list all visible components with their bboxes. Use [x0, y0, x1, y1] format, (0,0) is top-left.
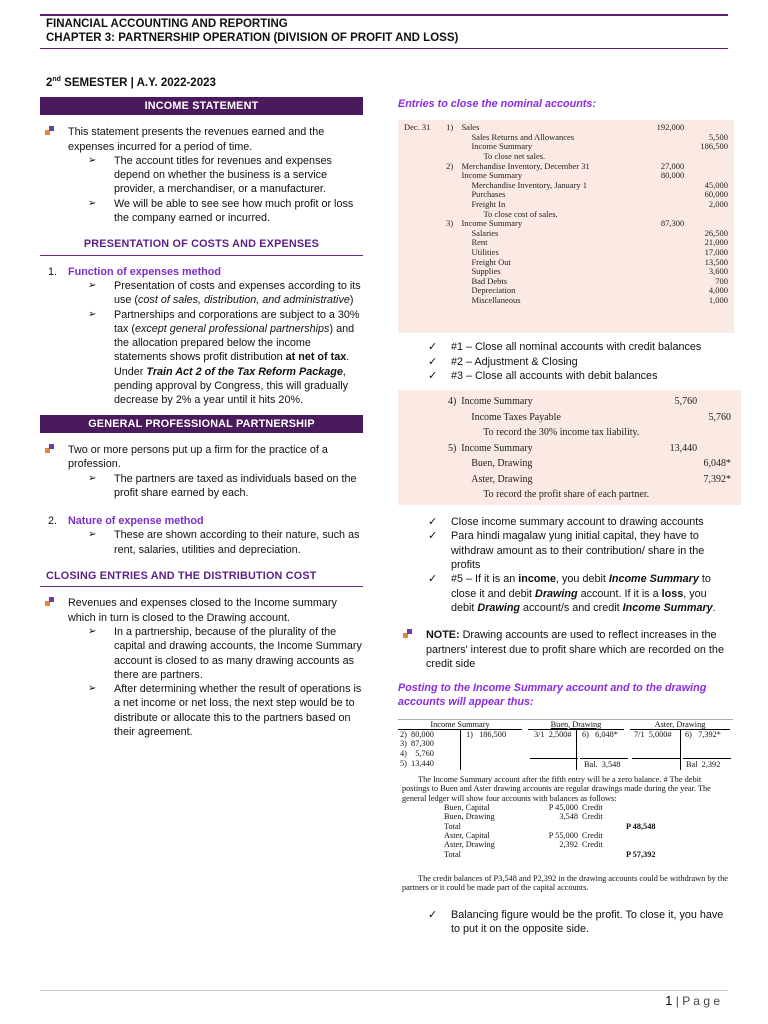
sub-item: ➢ These are shown according to their nature, such as rent, salaries, utilities and depreciation.: [88, 529, 360, 556]
journal-entry-num: [444, 200, 459, 210]
check-item: ✓ #3 – Close all accounts with debit balances: [428, 369, 658, 382]
journal-debit: 87,300: [660, 218, 685, 229]
journal-row: [446, 487, 733, 503]
journal-debit: 192,000: [656, 122, 685, 133]
journal-entry-num: [444, 181, 459, 191]
journal-debit: [642, 133, 686, 143]
journal-date: [402, 229, 444, 239]
journal-credit: [686, 210, 730, 220]
journal-credit: 1,000: [708, 294, 728, 305]
balance-total: [624, 803, 658, 812]
journal-row: [402, 277, 730, 287]
chapter-title: CHAPTER 3: PARTNERSHIP OPERATION (DIVISION OF PROFIT AND LOSS): [46, 32, 459, 44]
bullet-icon: [45, 597, 55, 607]
header-top-rule: [40, 14, 728, 16]
journal-credit: [699, 441, 733, 457]
bullet-icon: [403, 629, 413, 639]
balance-row: [442, 840, 658, 849]
journal-entry-num: [446, 456, 459, 472]
journal-entry-num: [446, 472, 459, 488]
journal-row: [402, 238, 730, 248]
check-icon: ✓: [428, 530, 438, 543]
sub-item: ➢ After determining whether the result of operations is a net income or net loss, the next step would be to distribute or allocate this to the partners based on their agreement.: [88, 683, 362, 738]
journal-table: [446, 394, 733, 503]
journal-debit: 80,000: [660, 170, 685, 181]
journal-row: [402, 142, 730, 152]
ledger-balance: Bal 2,392: [686, 759, 721, 769]
sub-item: ➢ The partners are taxed as individuals based on the profit share earned by each.: [88, 472, 357, 499]
journal-row: [446, 410, 733, 426]
journal-account: Income Summary: [461, 170, 523, 181]
journal-date: [402, 210, 444, 220]
balances-table: [442, 803, 658, 859]
journal-account: Merchandise Inventory, December 31: [461, 160, 590, 171]
journal-account: Bad Debts: [471, 275, 508, 286]
journal-credit: 4,000: [708, 285, 728, 296]
ledger-credit: 1) 186,500: [466, 729, 507, 739]
balance-total: [624, 812, 658, 821]
journal-debit: [642, 267, 686, 277]
check-icon: ✓: [428, 573, 438, 586]
journal-date: [402, 133, 444, 143]
numbered-item: 2. Nature of expense method: [48, 515, 204, 528]
journal-debit: [642, 181, 686, 191]
journal-row: [402, 248, 730, 258]
journal-entry-num: [446, 487, 459, 503]
journal-entry-num: [444, 133, 459, 143]
arrow-icon: ➢: [88, 683, 97, 695]
journal-account: Purchases: [471, 189, 506, 200]
journal-account: Income Summary: [461, 442, 533, 454]
balance-side: Credit: [582, 840, 603, 850]
journal-account: To close cost of sales.: [483, 208, 558, 219]
journal-entry-num: 3): [446, 218, 454, 229]
check-icon: ✓: [428, 341, 438, 354]
balance-total: [624, 840, 658, 849]
journal-account: Income Summary: [461, 218, 523, 229]
arrow-icon: ➢: [88, 529, 97, 541]
journal-date: [402, 219, 444, 229]
closing-entries-image: [398, 120, 734, 333]
journal-entry-num: [444, 296, 459, 306]
balance-amount: 3,548: [559, 812, 578, 822]
sub-item: ➢ Presentation of costs and expenses according to its use (cost of sales, distribution, and administrative): [88, 279, 361, 307]
journal-entry-num: [444, 267, 459, 277]
check-item: ✓ Balancing figure would be the profit. To close it, you have to put it on the opposite side.: [428, 908, 724, 936]
check-item: ✓ Close income summary account to drawing accounts: [428, 516, 704, 529]
journal-account: Aster, Drawing: [471, 473, 533, 485]
journal-entry-num: [444, 248, 459, 258]
ledger-image: [398, 719, 733, 902]
journal-debit: 27,000: [660, 160, 685, 171]
balance-side: [580, 822, 624, 831]
journal-table: [402, 123, 730, 305]
left-column: [40, 97, 363, 739]
journal-row: [402, 258, 730, 268]
journal-row: [446, 394, 733, 410]
journal-date: [402, 152, 444, 162]
journal-date: [402, 162, 444, 172]
balance-account: Buen, Drawing: [444, 812, 495, 822]
arrow-icon: ➢: [88, 625, 97, 637]
balance-amount: [534, 850, 580, 859]
closing-heading: CLOSING ENTRIES AND THE DISTRIBUTION COST: [40, 569, 363, 587]
journal-date: [402, 238, 444, 248]
sub-item: ➢ The account titles for revenues and expenses depend on whether the business is a service provider, a merchandiser, or a manufacturer.: [88, 154, 332, 196]
balance-side: Credit: [582, 812, 603, 822]
journal-entry-num: 4): [448, 396, 457, 408]
ledger-title: Aster, Drawing: [630, 720, 730, 731]
balance-total: P 48,548: [626, 821, 656, 831]
list-item: Revenues and expenses closed to the Income summary which in turn is closed to the Drawing account.: [40, 596, 363, 625]
journal-entry-num: [444, 277, 459, 287]
journal-account: Freight In: [471, 199, 506, 210]
journal-credit: 6,048*: [703, 458, 731, 470]
journal-account: Sales Returns and Allowances: [471, 131, 575, 142]
balance-account: Aster, Capital: [444, 830, 490, 840]
journal-debit: [642, 258, 686, 268]
journal-entry-num: 5): [448, 442, 457, 454]
journal-date: [402, 142, 444, 152]
journal-debit: 13,440: [669, 442, 698, 454]
journal-row: [446, 472, 733, 488]
right-column: [398, 97, 733, 936]
journal-credit: 700: [715, 275, 728, 286]
balance-amount: P 45,000: [548, 802, 578, 812]
journal-credit: [686, 152, 730, 162]
journal-account: Freight Out: [471, 256, 511, 267]
journal-entry-num: [444, 238, 459, 248]
sub-item: ➢ We will be able to see see how much profit or loss the company earned or incurred.: [88, 197, 354, 225]
list-item: Two or more persons put up a firm for the practice of a profession.: [40, 443, 363, 472]
profit-share-entries-image: [398, 390, 741, 505]
journal-credit: 2,000: [708, 199, 728, 210]
journal-row: [446, 425, 733, 441]
ledger-debits: 2) 80,000 3) 87,300 4) 5,760 5) 13,440: [400, 729, 434, 768]
balance-row: [442, 850, 658, 859]
ledger-title: Buen, Drawing: [528, 720, 624, 731]
check-item: ✓ #5 – If it is an income, you debit Income Summary to close it and debit Drawing account. If it is a loss, you debit Drawing account/s and credit Income Summary.: [428, 573, 716, 614]
course-title: FINANCIAL ACCOUNTING AND REPORTING: [46, 18, 288, 30]
journal-row: [402, 267, 730, 277]
check-item: ✓ #1 – Close all nominal accounts with credit balances: [428, 341, 702, 354]
check-icon: ✓: [428, 908, 438, 921]
entries-heading: Entries to close the nominal accounts:: [398, 98, 596, 110]
journal-date: [402, 296, 444, 306]
bullet-icon: [45, 126, 55, 136]
posting-heading: Posting to the Income Summary account and to the drawing accounts will appear thus:: [398, 682, 707, 709]
journal-date: [402, 171, 444, 181]
journal-credit: [699, 487, 733, 503]
arrow-icon: ➢: [88, 472, 97, 484]
journal-debit: [642, 248, 686, 258]
journal-debit: [665, 425, 699, 441]
journal-credit: [699, 394, 733, 410]
journal-row: [402, 229, 730, 239]
journal-credit: 7,392*: [703, 473, 731, 485]
check-icon: ✓: [428, 355, 438, 368]
gpp-heading: GENERAL PROFESSIONAL PARTNERSHIP: [40, 415, 363, 433]
ledger-credit: 6) 6,048*: [582, 729, 618, 739]
journal-entry-num: [444, 190, 459, 200]
journal-date: [402, 286, 444, 296]
balance-row: [442, 803, 658, 812]
journal-account: Depreciation: [471, 285, 516, 296]
sub-item: ➢ In a partnership, because of the plurality of the capital and drawing accounts, the Income Summary account is closed to as many drawing accounts as there are partners.: [88, 625, 362, 681]
balance-amount: P 55,000: [548, 830, 578, 840]
arrow-icon: ➢: [88, 279, 97, 291]
income-statement-heading: INCOME STATEMENT: [40, 97, 363, 115]
journal-row: [402, 190, 730, 200]
balance-row: [442, 822, 658, 831]
sub-item: ➢ Partnerships and corporations are subject to a 30% tax (except general professional partnerships) and the allocation prepared below the income statements shows profit distribution at net of tax. Under Train Act 2 of the Tax Reform Package, pending approval by Congress, this will gradually decrease by 2% a year until it hits 20%.: [88, 308, 360, 407]
journal-debit: 5,760: [674, 396, 698, 408]
journal-credit: 186,500: [700, 141, 728, 152]
journal-account: To close net sales.: [483, 151, 546, 162]
bullet-icon: [45, 444, 55, 454]
balance-row: [442, 812, 658, 821]
journal-date: [402, 277, 444, 287]
journal-row: [402, 296, 730, 306]
journal-account: Rent: [471, 237, 488, 248]
journal-entry-num: [444, 286, 459, 296]
journal-debit: [665, 472, 699, 488]
arrow-icon: ➢: [88, 197, 97, 209]
page-number: 1 | P a g e: [665, 993, 720, 1008]
arrow-icon: ➢: [88, 154, 97, 166]
journal-credit: 45,000: [704, 179, 728, 190]
costs-heading: PRESENTATION OF COSTS AND EXPENSES: [40, 237, 363, 255]
journal-date: [402, 267, 444, 277]
journal-account: To record the profit share of each partner.: [483, 489, 650, 501]
journal-debit: [642, 238, 686, 248]
journal-account: Supplies: [471, 266, 501, 277]
ledger-balance: Bal. 3,548: [584, 759, 621, 769]
journal-account: Sales: [461, 122, 480, 133]
balance-total: [624, 831, 658, 840]
journal-account: Income Summary: [461, 396, 533, 408]
journal-account: Miscellaneous: [471, 294, 521, 305]
journal-credit: 26,500: [704, 227, 728, 238]
check-item: ✓ Para hindi magalaw yung initial capital, they have to withdraw amount as to their contribution/ share in the profits: [428, 530, 705, 572]
journal-account: Buen, Drawing: [471, 458, 533, 470]
journal-credit: 17,000: [704, 247, 728, 258]
footer-rule: [40, 990, 728, 991]
journal-entry-num: [444, 258, 459, 268]
journal-date: [402, 258, 444, 268]
journal-debit: [642, 277, 686, 287]
journal-debit: [642, 200, 686, 210]
ledger-debit: 7/1 5,000#: [634, 729, 672, 739]
journal-debit: [642, 142, 686, 152]
journal-account: Income Taxes Payable: [471, 411, 561, 423]
journal-debit: [642, 190, 686, 200]
journal-date: [402, 200, 444, 210]
ledger-credit: 6) 7,392*: [685, 729, 721, 739]
journal-entry-num: [444, 171, 459, 181]
journal-debit: [665, 456, 699, 472]
arrow-icon: ➢: [88, 308, 97, 320]
journal-entry-num: [446, 425, 459, 441]
journal-account: Utilities: [471, 247, 499, 258]
journal-debit: [665, 487, 699, 503]
check-icon: ✓: [428, 369, 438, 382]
journal-credit: 60,000: [704, 189, 728, 200]
ledger-paragraph: The Income Summary account after the fifth entry will be a zero balance. # The debit postings to Buen and Aster drawing accounts are regular drawings made during the year. The general ledger will show four accounts with balances as follows:: [402, 774, 711, 803]
journal-date: [402, 181, 444, 191]
journal-entry-num: [444, 142, 459, 152]
journal-entry-num: [446, 410, 459, 426]
balance-account: Buen, Capital: [444, 802, 490, 812]
balance-row: [442, 831, 658, 840]
journal-credit: 5,760: [708, 411, 731, 423]
balance-account: Total: [444, 849, 461, 859]
journal-debit: [642, 229, 686, 239]
check-icon: ✓: [428, 516, 438, 529]
document-header: [46, 17, 458, 45]
balance-side: [580, 850, 624, 859]
balance-amount: 2,392: [559, 840, 578, 850]
journal-debit: [642, 296, 686, 306]
journal-date: Dec. 31: [404, 122, 431, 133]
journal-credit: 3,600: [708, 266, 728, 277]
journal-credit: 5,500: [708, 131, 728, 142]
journal-row: [446, 456, 733, 472]
journal-debit: [642, 286, 686, 296]
journal-account: Income Summary: [471, 141, 533, 152]
journal-credit: [686, 162, 730, 172]
ledger-debit: 3/1 2,500#: [534, 729, 572, 739]
ledger-title: Income Summary: [398, 720, 522, 731]
balance-account: Total: [444, 821, 461, 831]
journal-entry-num: [444, 229, 459, 239]
journal-row: [402, 181, 730, 191]
journal-row: [446, 441, 733, 457]
journal-row: [402, 200, 730, 210]
journal-row: [402, 219, 730, 229]
journal-credit: 21,000: [704, 237, 728, 248]
numbered-item: 1. Function of expenses method: [48, 265, 221, 278]
journal-date: [402, 248, 444, 258]
journal-entry-num: 2): [446, 160, 454, 171]
journal-date: [402, 190, 444, 200]
journal-credit: 13,500: [704, 256, 728, 267]
note: NOTE: Drawing accounts are used to reflect increases in the partners' interest due to profit share which are recorded on the credit side: [398, 628, 733, 671]
semester-label: 2nd SEMESTER | A.Y. 2022-2023: [46, 76, 216, 89]
header-bottom-rule: [40, 48, 728, 49]
balance-total: P 57,392: [626, 849, 656, 859]
journal-credit: [699, 425, 733, 441]
balance-amount: [534, 822, 580, 831]
balance-side: Credit: [582, 830, 603, 840]
journal-account: Salaries: [471, 227, 499, 238]
journal-row: [402, 286, 730, 296]
list-item: This statement presents the revenues earned and the expenses incurred for a period of time.: [40, 125, 363, 154]
journal-account: Merchandise Inventory, January 1: [471, 179, 588, 190]
journal-debit: [665, 410, 699, 426]
balance-account: Aster, Drawing: [444, 840, 495, 850]
ledger-paragraph: The credit balances of P3,548 and P2,392 in the drawing accounts could be withdrawn by the partners or it could be made part of the capital accounts.: [402, 873, 728, 893]
check-item: ✓ #2 – Adjustment & Closing: [428, 355, 578, 368]
journal-entry-num: 1): [446, 122, 454, 133]
journal-row: [402, 133, 730, 143]
balance-side: Credit: [582, 802, 603, 812]
journal-account: To record the 30% income tax liability.: [483, 427, 640, 439]
